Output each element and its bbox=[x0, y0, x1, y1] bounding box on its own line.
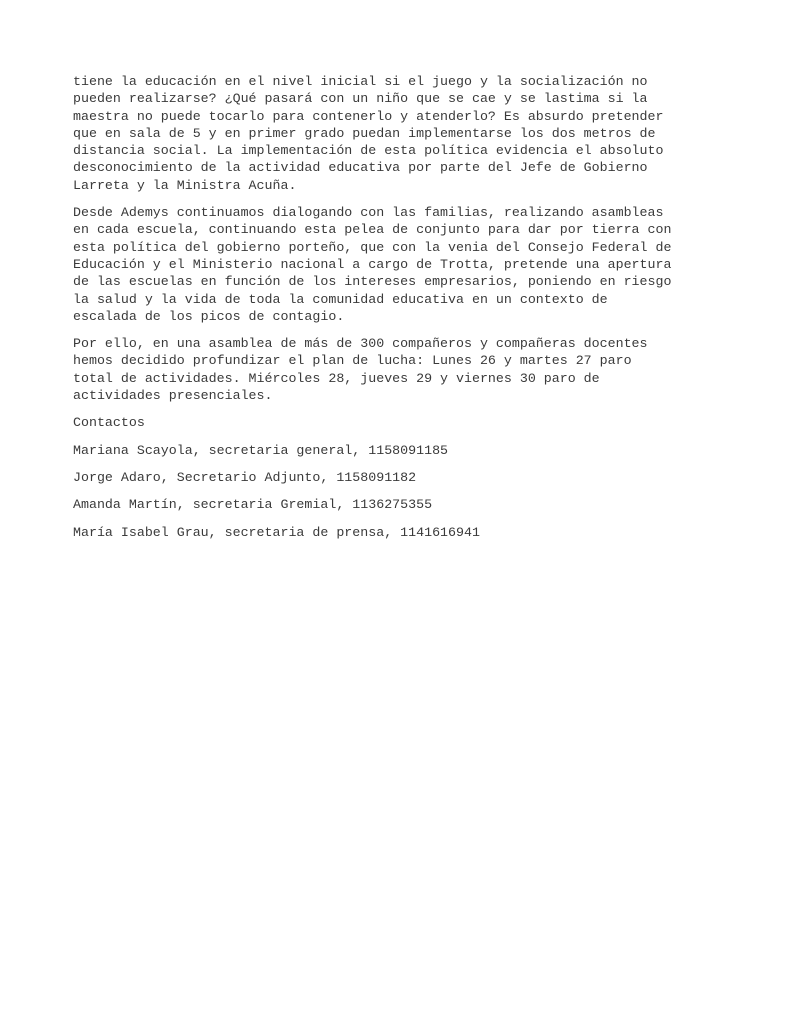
text-line: maestra no puede tocarlo para contenerlo y atenderlo? Es absurdo pretender bbox=[73, 108, 664, 124]
text-line: hemos decidido profundizar el plan de lucha: Lunes 26 y martes 27 paro bbox=[73, 353, 632, 369]
text-line: pueden realizarse? ¿Qué pasará con un niño que se cae y se lastima si la bbox=[73, 91, 648, 107]
text-line: tiene la educación en el nivel inicial si el juego y la socialización no bbox=[73, 74, 648, 89]
text-line: Educación y el Ministerio nacional a cargo de Trotta, pretende una apertura bbox=[73, 256, 672, 272]
contact-line: Mariana Scayola, secretaria general, 1158091185 bbox=[73, 442, 449, 458]
text-line: la salud y la vida de toda la comunidad educativa en un contexto de bbox=[73, 291, 608, 307]
contact-line: María Isabel Grau, secretaria de prensa, 1141616941 bbox=[73, 524, 480, 540]
text-line: en cada escuela, continuando esta pelea de conjunto para dar por tierra con bbox=[73, 222, 672, 238]
paragraph-1 bbox=[73, 73, 723, 194]
text-line: esta política del gobierno porteño, que con la venia del Consejo Federal de bbox=[73, 239, 672, 255]
text-line: distancia social. La implementación de esta política evidencia el absoluto bbox=[73, 143, 664, 159]
text-line: Larreta y la Ministra Acuña. bbox=[73, 177, 297, 193]
contact-line: Jorge Adaro, Secretario Adjunto, 1158091182 bbox=[73, 469, 417, 485]
text-line: que en sala de 5 y en primer grado puedan implementarse los dos metros de bbox=[73, 125, 656, 141]
paragraph-3 bbox=[73, 335, 723, 404]
contacts-heading: Contactos bbox=[73, 415, 145, 431]
text-line: Por ello, en una asamblea de más de 300 compañeros y compañeras docentes bbox=[73, 336, 648, 352]
paragraph-2 bbox=[73, 204, 723, 325]
text-line: desconocimiento de la actividad educativa por parte del Jefe de Gobierno bbox=[73, 160, 648, 176]
text-line: total de actividades. Miércoles 28, jueves 29 y viernes 30 paro de bbox=[73, 370, 600, 386]
text-line: escalada de los picos de contagio. bbox=[73, 308, 345, 324]
document-page bbox=[73, 73, 723, 551]
contact-line: Amanda Martín, secretaria Gremial, 1136275355 bbox=[73, 497, 433, 513]
text-line: de las escuelas en función de los intereses empresarios, poniendo en riesgo bbox=[73, 274, 672, 290]
text-line: actividades presenciales. bbox=[73, 388, 273, 404]
text-line: Desde Ademys continuamos dialogando con las familias, realizando asambleas bbox=[73, 205, 664, 221]
